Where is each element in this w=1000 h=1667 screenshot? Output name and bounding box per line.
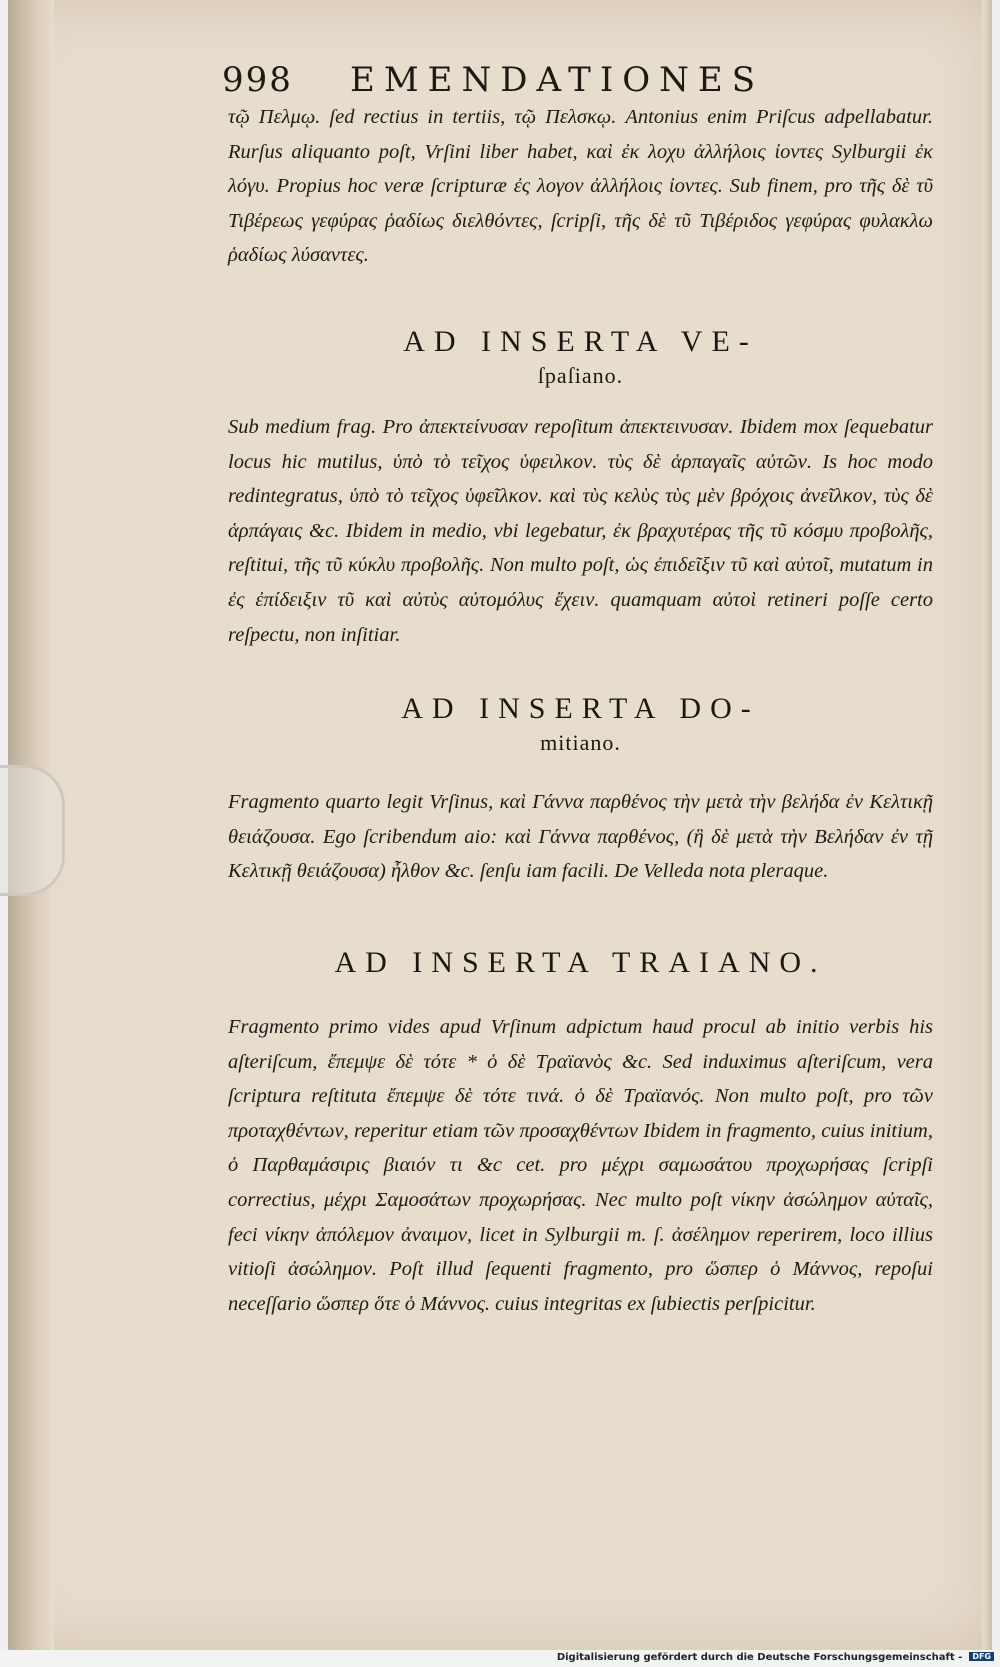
footer-credit: Digitalisierung gefördert durch die Deutsche Forschungsgemeinschaft - xyxy=(556,1652,963,1663)
paragraph-text: Fragmento quarto legit Vrſinus, καὶ Γάννα παρθένος τὴν μετὰ τὴν βελήδα ἐν Κελτικῇ θειάζουσα. Ego ſcribendum aio: καὶ Γάννα παρθένος, (ἣ δὲ μετὰ τὴν Βελήδαν ἐν τῇ Κελτικῇ θειάζουσα) ἦλθον &c. ſenſu iam facili. De Velleda nota pleraque. xyxy=(228,791,933,883)
vespasiano-paragraph xyxy=(228,410,933,652)
paragraph-text: Fragmento primo vides apud Vrſinum adpictum haud procul ab initio verbis his aſteriſcum, ἔπεμψε δὲ τότε * ὁ δὲ Τραϊανὸς &c. Sed induximus aſteriſcum, vera ſcriptura reſtituta ἔπεμψε δὲ τότε τινά. ὁ δὲ Τραϊανός. Non multo poſt, pro τῶν προταχθέντων, reperitur etiam τῶν προσαχθέντων Ibidem in fragmento, cuius initium, ὁ Παρθαμάσιρις βιαιόν τι &c cet. pro μέχρι σαμωσάτου προχωρήσας ſcripſi correctius, μέχρι Σαμοσάτων προχωρήσας. Nec multo poſt νίκην ἀσώλημον αὐταῖς, feci νίκην ἀπόλεμον ἀναιμον, licet in Sylburgii m. ſ. ἀσέλημον reperirem, loco illius vitioſi ἀσώλημον. Poſt illud ſequenti fragmento, pro ὥσπερ ὁ Μάννος, repoſui neceſſario ὥσπερ ὅτε ὁ Μάννος. cuius integritas ex ſubiectis perſpicitur. xyxy=(228,1016,933,1315)
page-edge xyxy=(982,0,992,1650)
heading-line: AD INSERTA VE- xyxy=(403,325,758,358)
paragraph-text: Sub medium frag. Pro ἀπεκτείνυσαν repoſitum ἀπεκτεινυσαν. Ibidem mox ſequebatur locus hic mutilus, ὑπὸ τὸ τεῖχος ὑφειλκον. τὺς δὲ ἁρπαγαῖς αὐτῶν. Is hoc modo redintegratus, ὑπὸ τὸ τεῖχος ὑφεῖλκον. καὶ τὺς κελὺς τὺς μὲν βρόχοις ἀνεῖλκον, τὺς δὲ ἁρπάγαις &c. Ibidem in medio, vbi legebatur, ἐκ βραχυτέρας τῆς τῦ κόσμυ προβολῆς, reſtitui, τῆς τῦ κύκλυ προβολῆς. Non multo poſt, ὡς ἐπιδεῖξιν τῦ καὶ αὐτοῖ, mutatum in ἐς ἐπίδειξιν τῦ καὶ αὐτὺς αὐτομόλυς ἔχειν. quamquam αὐτοὶ retineri poſſe certo reſpectu, non inſitiar. xyxy=(228,416,933,646)
digitization-footer xyxy=(0,1650,1000,1667)
running-title: EMENDATIONES xyxy=(350,60,764,100)
dfg-logo: DFG xyxy=(969,1652,994,1661)
heading-line: mitiano. xyxy=(540,730,621,755)
traiano-paragraph xyxy=(228,1010,933,1321)
paragraph-text: τῷ Πελμῳ. ſed rectius in tertiis, τῷ Πελσκῳ. Antonius enim Priſcus adpellabatur. Rurſus aliquanto poſt, Vrſini liber habet, καὶ ἐκ λοχυ ἀλλήλοις ἰοντες Sylburgii ἐκ λόγυ. Propius hoc veræ ſcripturæ ἐς λογον ἀλλήλοις ἰοντες. Sub finem, pro τῆς δὲ τῦ Τιβέρεως γεφύρας ῥαδίως διελθόντες, ſcripſi, τῆς δὲ τῦ Τιβέριδος γεφύρας φυλακλω ῥαδίως λύσαντες. xyxy=(228,106,933,267)
heading-line: AD INSERTA TRAIANO. xyxy=(334,946,827,979)
page-clip xyxy=(0,765,65,896)
heading-domitiano xyxy=(228,692,933,756)
heading-vespasiano xyxy=(228,325,933,389)
page-header xyxy=(222,56,802,106)
page-number: 998 xyxy=(222,60,293,100)
intro-paragraph xyxy=(228,100,933,273)
domitiano-paragraph xyxy=(228,785,933,889)
heading-line: AD INSERTA DO- xyxy=(401,692,760,725)
heading-traiano xyxy=(228,946,933,980)
heading-line: ſpaſiano. xyxy=(537,363,624,388)
